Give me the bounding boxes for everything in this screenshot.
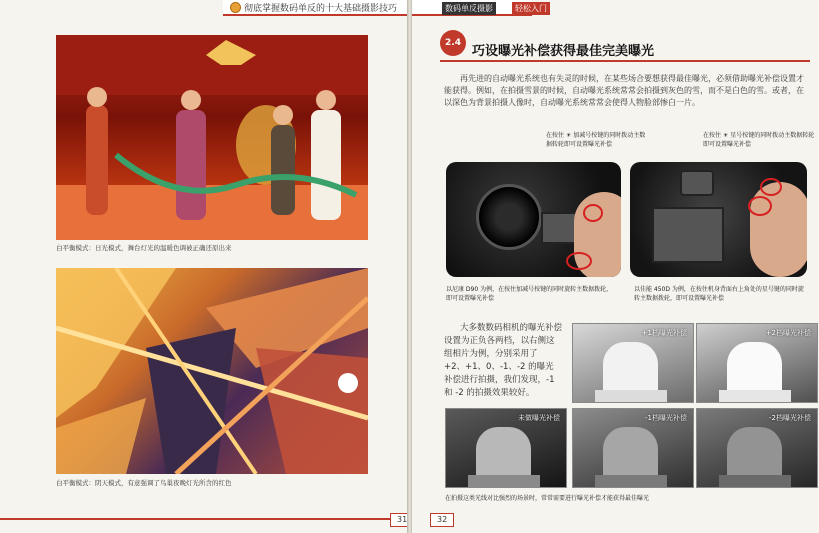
lion-photo-plus-2	[696, 323, 818, 403]
right-page-header	[412, 0, 819, 18]
exposure-label: 未做曝光补偿	[518, 414, 560, 422]
statue-base	[719, 390, 791, 402]
lion-statue	[476, 427, 531, 482]
lion-statue	[727, 427, 782, 482]
exposure-label: +2档曝光补偿	[765, 329, 811, 337]
intro-paragraph: 再先进的自动曝光系统也有失灵的时候，在某些场合要想获得最佳曝光，必须借助曝光补偿设置才能获得。例如，在拍摄雪景的时候，自动曝光系统常常会拍摄到灰色的雪，而不是白色的雪。或者，在以深色为背景拍摄人像时，自动曝光系统常常会使得人物脸部惨白一片。	[444, 74, 804, 107]
statue-base	[468, 475, 540, 487]
statue-base	[595, 390, 667, 402]
book-subtitle-tab: 轻松入门	[512, 2, 550, 15]
photo-caption-2: 白平衡模式：阴天模式，有意强调了鸟巢夜晚灯光所含的红色	[56, 479, 232, 487]
birds-nest-art	[56, 268, 368, 474]
lion-series-caption: 在拍摄这类光线对比强烈的场景时，常常需要进行曝光补偿才能获得最佳曝光	[445, 495, 650, 502]
book-title-tab: 数码单反摄影	[442, 2, 496, 15]
lion-photo-minus-1	[572, 408, 694, 488]
photo-caption-1: 白平衡模式：日光模式，舞台灯光的温暖色调被正确还原出来	[56, 244, 232, 252]
section-number-badge: 2.4	[440, 30, 466, 56]
left-page	[0, 0, 408, 533]
camera-rear-lcd	[652, 207, 724, 263]
bracketing-paragraph: 大多数数码相机的曝光补偿设置为正负各两档，以右侧这组相片为例，分别采用了+2、+1、0、-1、-2 的曝光补偿进行拍摄，我们发现，-1 和 -2 的拍摄效果较好。	[444, 323, 563, 398]
exposure-label: +1档曝光补偿	[641, 329, 687, 337]
chapter-title: 彻底掌握数码单反的十大基础摄影技巧	[244, 4, 398, 14]
birds-nest-night-photo	[56, 268, 368, 474]
stage-photo-art	[56, 35, 368, 240]
lion-statue	[727, 342, 782, 397]
highlight-circle	[760, 178, 782, 196]
stage-performance-photo	[56, 35, 368, 240]
bullet-icon	[230, 2, 241, 13]
statue-base	[719, 475, 791, 487]
canon-callout: 在按住 ☀ 星号按键的同时拨动主数据转轮即可设置曝光补偿	[703, 132, 815, 148]
camera-lens	[476, 184, 542, 250]
lion-photo-no-comp	[445, 408, 567, 488]
footer-rule	[0, 518, 390, 520]
lion-statue	[603, 427, 658, 482]
right-page	[412, 0, 819, 533]
highlight-circle	[748, 196, 772, 216]
camera-viewfinder	[680, 170, 714, 196]
highlight-circle	[566, 252, 592, 270]
exposure-label: -2档曝光补偿	[769, 414, 811, 422]
canon-caption: 以佳能 450D 为例，在按住机身背面右上角处的星号键的同时旋转主数据拨轮，即可设置曝光补偿	[634, 286, 804, 302]
canon-450d-photo	[630, 162, 807, 277]
page-number-right: 32	[430, 513, 454, 527]
page-number-left: 31	[390, 513, 408, 527]
nikon-caption: 以尼康 D90 为例，在按住加减号按键的同时旋转主数据拨轮，即可设置曝光补偿	[446, 286, 613, 302]
section-rule	[440, 60, 810, 62]
lion-statue	[603, 342, 658, 397]
left-page-header	[0, 0, 408, 18]
section-title: 巧设曝光补偿获得最佳完美曝光	[472, 44, 655, 59]
nikon-callout: 在按住 ☀ 加减号按键的同时拨动主数据转轮即可设置曝光补偿	[546, 132, 646, 148]
highlight-circle	[583, 204, 603, 222]
exposure-label: -1档曝光补偿	[645, 414, 687, 422]
statue-base	[595, 475, 667, 487]
lion-photo-minus-2	[696, 408, 818, 488]
lion-photo-plus-1	[572, 323, 694, 403]
nikon-d90-photo	[446, 162, 621, 277]
